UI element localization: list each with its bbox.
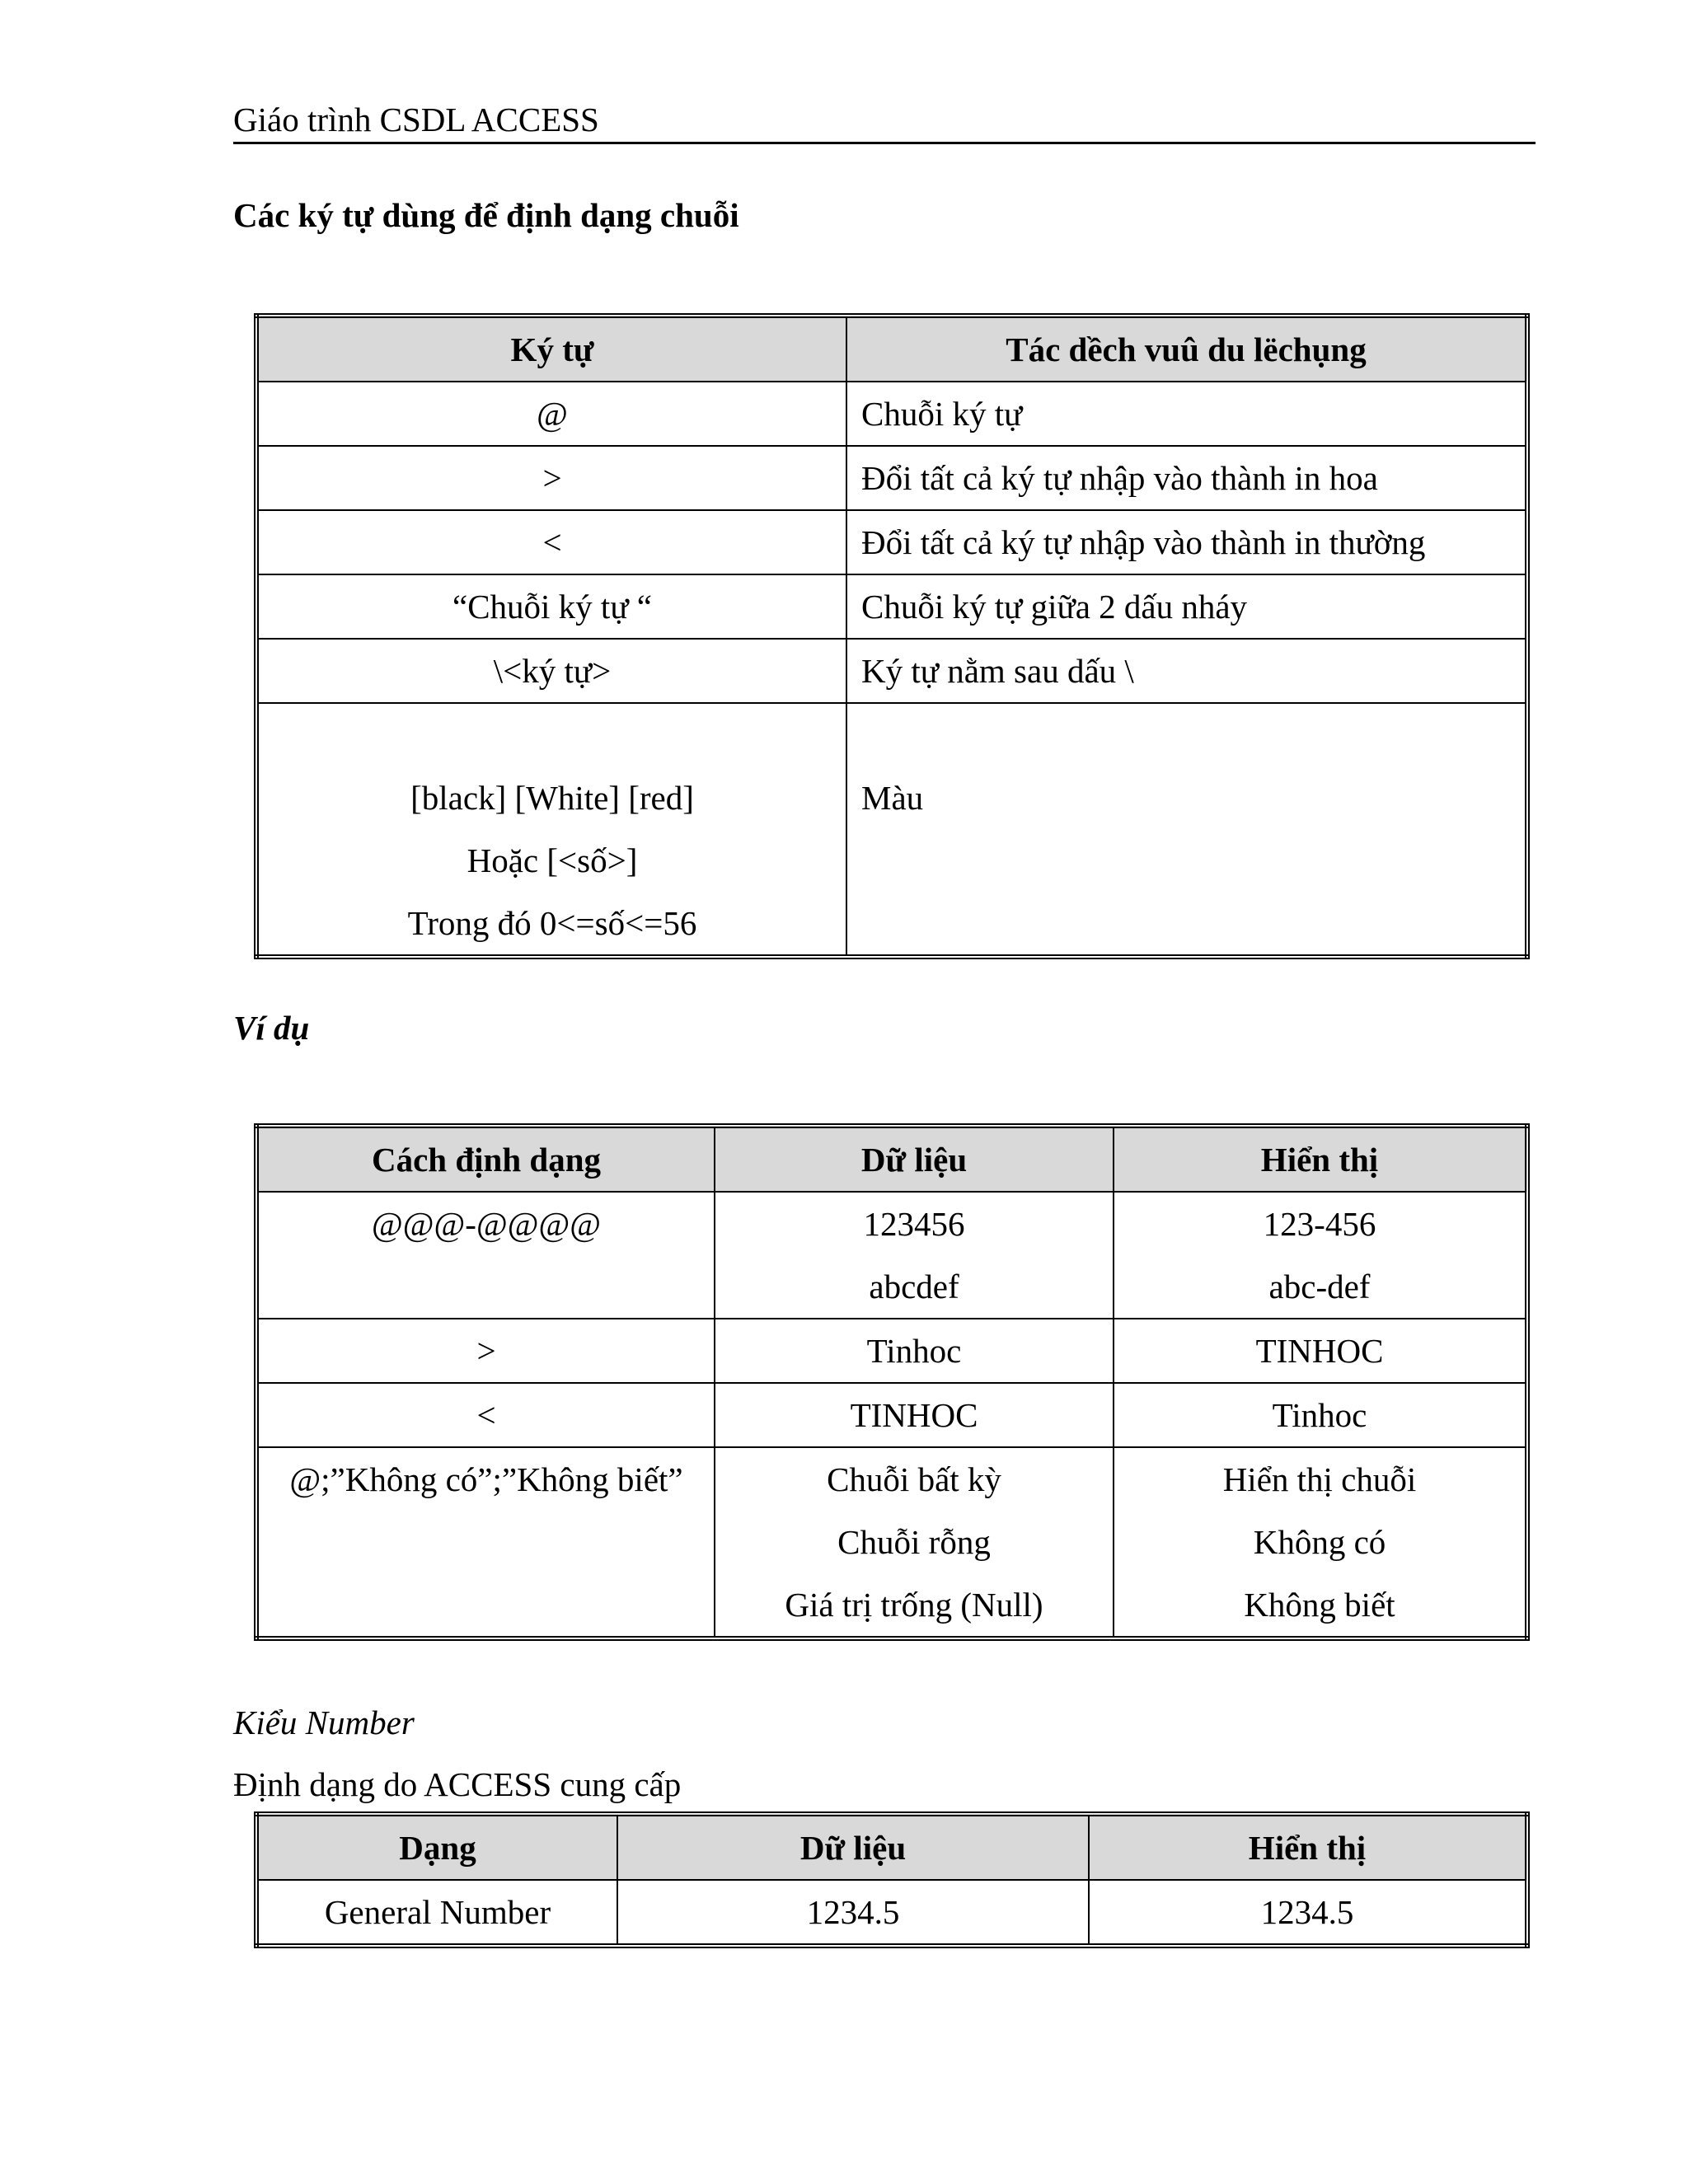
symbol-cell: [256, 382, 846, 446]
cell-text: TINHOC: [1255, 1332, 1384, 1370]
table-header-row: [256, 316, 1527, 382]
cell-text: \<ký tự>: [493, 652, 612, 690]
symbol-cell: [256, 446, 846, 510]
cell-text: >: [542, 459, 562, 497]
cell-text: 123456: [863, 1205, 965, 1243]
data-cell: [715, 1192, 1114, 1319]
column-header: Dữ liệu: [715, 1126, 1114, 1192]
cell-text: General Number: [324, 1893, 551, 1931]
column-header: Cách định dạng: [256, 1126, 715, 1192]
cell-text: Đổi tất cả ký tự nhập vào thành in hoa: [861, 459, 1378, 497]
column-header: Dạng: [256, 1814, 617, 1880]
cell-text: Tinhoc: [1272, 1396, 1367, 1434]
number-type-heading: Kiểu Number: [233, 1704, 415, 1741]
display-cell: [1089, 1880, 1527, 1946]
format-cell: [256, 1383, 715, 1447]
format-cell: [256, 1192, 715, 1319]
table-header-row: [256, 1814, 1527, 1880]
example-table: [254, 1123, 1530, 1641]
cell-text: <: [542, 523, 562, 561]
symbol-cell: [256, 574, 846, 639]
cell-text: Trong đó 0<=số<=56: [407, 904, 697, 942]
cell-text: Hoặc [<số>]: [467, 841, 638, 879]
format-characters-table: [254, 313, 1530, 959]
cell-text: Đổi tất cả ký tự nhập vào thành in thường: [861, 523, 1426, 561]
cell-text: Không biết: [1244, 1586, 1395, 1624]
column-header: Hiển thị: [1114, 1126, 1527, 1192]
table-row: [256, 1880, 1527, 1946]
type-cell: [256, 1880, 617, 1946]
column-header: Tác dềch vuû du lëchụng: [846, 316, 1527, 382]
table-row: [256, 1192, 1527, 1319]
cell-text: <: [476, 1396, 496, 1434]
symbol-cell: [256, 703, 846, 957]
effect-cell: [846, 574, 1527, 639]
number-format-table: [254, 1811, 1530, 1948]
cell-text: 1234.5: [1260, 1893, 1354, 1931]
display-cell: [1114, 1192, 1527, 1319]
effect-cell: [846, 703, 1527, 957]
cell-text: abcdef: [869, 1268, 959, 1305]
cell-text: Không có: [1253, 1523, 1386, 1561]
number-subheading: Định dạng do ACCESS cung cấp: [233, 1765, 682, 1803]
section-heading-string-format: Các ký tự dùng để định dạng chuỗi: [233, 196, 739, 234]
table-row: [256, 703, 1527, 957]
example-heading: Ví dụ: [233, 1009, 310, 1047]
table-row: [256, 1319, 1527, 1383]
display-cell: [1114, 1447, 1527, 1638]
cell-text: TINHOC: [850, 1396, 978, 1434]
effect-cell: [846, 510, 1527, 574]
column-header: Dữ liệu: [617, 1814, 1089, 1880]
cell-text: 123-456: [1263, 1205, 1376, 1243]
data-cell: [617, 1880, 1089, 1946]
data-cell: [715, 1383, 1114, 1447]
effect-cell: [846, 639, 1527, 703]
cell-text: 1234.5: [806, 1893, 900, 1931]
table-row: [256, 639, 1527, 703]
cell-text: “Chuỗi ký tự “: [452, 588, 652, 626]
cell-text: >: [476, 1332, 496, 1370]
format-cell: [256, 1319, 715, 1383]
cell-text: Giá trị trống (Null): [785, 1586, 1043, 1624]
table-header-row: [256, 1126, 1527, 1192]
cell-text: Hiển thị chuỗi: [1222, 1460, 1417, 1498]
cell-text: Tinhoc: [866, 1332, 962, 1370]
table-row: [256, 382, 1527, 446]
data-cell: [715, 1447, 1114, 1638]
symbol-cell: [256, 510, 846, 574]
format-cell: [256, 1447, 715, 1638]
cell-text: @;”Không có”;”Không biết”: [289, 1460, 683, 1498]
effect-cell: [846, 382, 1527, 446]
cell-text: Chuỗi ký tự: [861, 395, 1023, 433]
cell-text: Chuỗi bất kỳ: [827, 1460, 1001, 1498]
cell-text: abc-def: [1268, 1268, 1371, 1305]
cell-text: Chuỗi ký tự giữa 2 dấu nháy: [861, 588, 1248, 626]
effect-cell: [846, 446, 1527, 510]
display-cell: [1114, 1319, 1527, 1383]
table-row: [256, 510, 1527, 574]
table-row: [256, 446, 1527, 510]
cell-text: @: [537, 395, 568, 433]
symbol-cell: [256, 639, 846, 703]
column-header: Hiển thị: [1089, 1814, 1527, 1880]
cell-text: Chuỗi rỗng: [837, 1523, 991, 1561]
data-cell: [715, 1319, 1114, 1383]
cell-text: @@@-@@@@: [372, 1205, 601, 1243]
cell-text: [black] [White] [red]: [410, 779, 694, 817]
cell-text: [259, 704, 846, 766]
table-row: [256, 1383, 1527, 1447]
table-row: [256, 574, 1527, 639]
table-row: [256, 1447, 1527, 1638]
display-cell: [1114, 1383, 1527, 1447]
cell-text: Màu: [861, 779, 924, 817]
page-header: [233, 97, 1536, 144]
cell-text: Ký tự nằm sau dấu \: [861, 652, 1134, 690]
column-header: Ký tự: [256, 316, 846, 382]
header-title: Giáo trình CSDL ACCESS: [233, 101, 599, 138]
